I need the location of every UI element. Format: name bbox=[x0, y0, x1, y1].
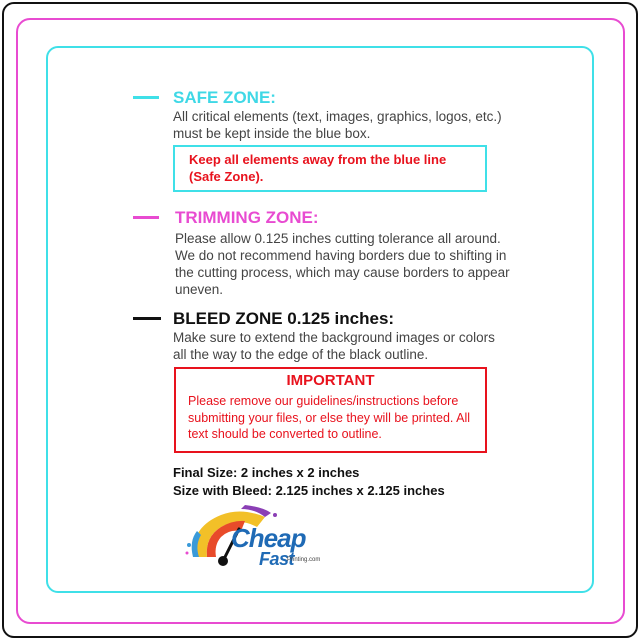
safe-zone-note-box bbox=[173, 145, 487, 192]
bleed-zone-text: Make sure to extend the background images or colors all the way to the edge of the black outline. bbox=[173, 330, 495, 362]
safe-zone-text: All critical elements (text, images, graphics, logos, etc.) must be kept inside the blue box. bbox=[173, 109, 502, 141]
logo-word-cheap: Cheap bbox=[231, 523, 306, 553]
cheap-fast-printing-logo bbox=[183, 505, 333, 573]
trimming-zone-text: Please allow 0.125 inches cutting tolerance all around. We do not recommend having borders due to shifting in the cutting process, which may cause borders to appear uneven. bbox=[175, 231, 510, 297]
important-box bbox=[174, 367, 487, 453]
bleed-zone-heading: BLEED ZONE 0.125 inches: bbox=[173, 309, 395, 328]
bleed-zone-marker bbox=[133, 317, 161, 320]
trimming-zone-heading: TRIMMING ZONE: bbox=[175, 208, 319, 227]
important-title: IMPORTANT bbox=[286, 372, 375, 389]
logo-word-fast: Fast bbox=[259, 549, 295, 569]
bleed-size-text: Size with Bleed: 2.125 inches x 2.125 inches bbox=[173, 483, 445, 498]
logo-word-printing: Printing.com bbox=[287, 557, 321, 563]
safe-zone-heading: SAFE ZONE: bbox=[173, 88, 276, 107]
safe-zone-note: Keep all elements away from the blue line (Safe Zone). bbox=[189, 152, 447, 184]
safe-zone-marker bbox=[133, 96, 159, 99]
trimming-zone-marker bbox=[133, 216, 159, 219]
final-size-text: Final Size: 2 inches x 2 inches bbox=[173, 465, 360, 480]
important-text: Please remove our guidelines/instructions before submitting your files, or else they will be printed. All text should be converted to outline. bbox=[188, 394, 471, 441]
